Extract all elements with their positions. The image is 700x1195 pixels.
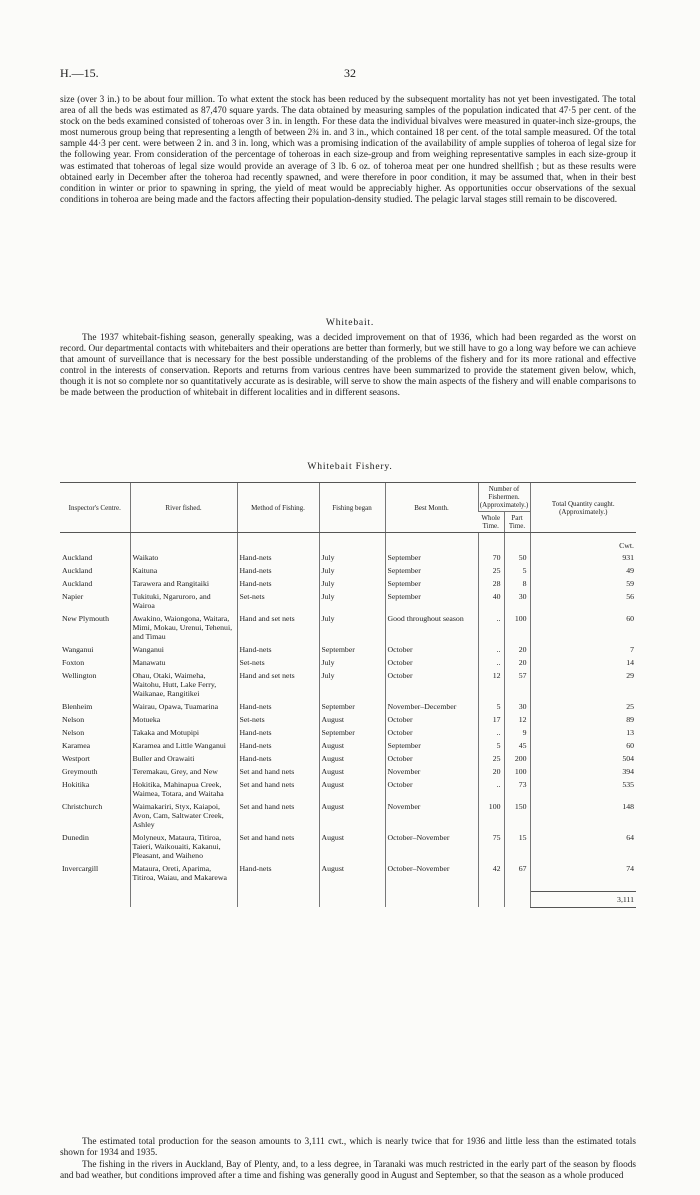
cell-quantity: 60 — [530, 739, 636, 752]
cell-method: Hand-nets — [237, 739, 319, 752]
cell-river: Tukituki, Ngaruroro, and Wairoa — [130, 590, 237, 612]
cell-whole-time: .. — [478, 612, 504, 643]
cell-river: Teremakau, Grey, and New — [130, 765, 237, 778]
header-method: Method of Fishing. — [237, 483, 319, 533]
cell-part-time: 200 — [504, 752, 530, 765]
page-number: 32 — [344, 66, 356, 80]
cell-river: Buller and Orawaiti — [130, 752, 237, 765]
cell-river: Mataura, Oreti, Aparima, Titiroa, Waiau, and Makarewa — [130, 862, 237, 884]
table-row — [60, 800, 636, 831]
cell-best-month: October–November — [385, 862, 478, 884]
cell-began: August — [319, 713, 385, 726]
cell-best-month: October — [385, 726, 478, 739]
cell-whole-time: 17 — [478, 713, 504, 726]
table-row — [60, 713, 636, 726]
cell-method: Hand and set nets — [237, 669, 319, 700]
cell-began: July — [319, 590, 385, 612]
cell-best-month: October — [385, 643, 478, 656]
cell-best-month: September — [385, 590, 478, 612]
cell-quantity: 25 — [530, 700, 636, 713]
document-reference: H.—15. — [60, 66, 99, 80]
cell-whole-time: 25 — [478, 752, 504, 765]
cell-best-month: September — [385, 739, 478, 752]
cell-began: August — [319, 765, 385, 778]
cell-began: August — [319, 800, 385, 831]
table-row — [60, 590, 636, 612]
cell-best-month: October — [385, 713, 478, 726]
cell-whole-time: 40 — [478, 590, 504, 612]
cell-began: August — [319, 831, 385, 862]
table-title: Whitebait Fishery. — [307, 461, 393, 472]
cell-quantity: 64 — [530, 831, 636, 862]
cell-best-month: October–November — [385, 831, 478, 862]
cell-began: September — [319, 700, 385, 713]
cell-whole-time: .. — [478, 778, 504, 800]
cell-river: Awakino, Waiongona, Waitara, Mimi, Mokau, Urenui, Tehenui, and Timau — [130, 612, 237, 643]
cell-began: July — [319, 656, 385, 669]
cell-quantity: 931 — [530, 551, 636, 564]
cell-whole-time: 70 — [478, 551, 504, 564]
cell-river: Tarawera and Rangitaiki — [130, 577, 237, 590]
cell-centre: Westport — [62, 754, 90, 763]
cell-best-month: November — [385, 765, 478, 778]
header-best-month: Best Month. — [385, 483, 478, 533]
cell-quantity: 14 — [530, 656, 636, 669]
cell-centre: Hokitika — [62, 780, 90, 789]
cell-method: Hand-nets — [237, 564, 319, 577]
cell-whole-time: .. — [478, 643, 504, 656]
cell-quantity: 504 — [530, 752, 636, 765]
cell-river: Molyneux, Mataura, Titiroa, Taieri, Waikouaiti, Kakanui, Pleasant, and Waiheno — [130, 831, 237, 862]
cell-quantity: 56 — [530, 590, 636, 612]
cell-began: August — [319, 862, 385, 884]
table-row — [60, 700, 636, 713]
cell-best-month: November–December — [385, 700, 478, 713]
cell-part-time: 15 — [504, 831, 530, 862]
header-fishermen: Number of Fishermen. (Approximately.) — [478, 483, 530, 512]
table-row — [60, 577, 636, 590]
total-quantity: 3,111 — [530, 891, 636, 907]
table-row — [60, 765, 636, 778]
cell-best-month: October — [385, 656, 478, 669]
cell-part-time: 67 — [504, 862, 530, 884]
cell-centre: Foxton — [62, 658, 85, 667]
cell-method: Set-nets — [237, 713, 319, 726]
cell-whole-time: 12 — [478, 669, 504, 700]
cell-best-month: September — [385, 551, 478, 564]
cell-quantity: 148 — [530, 800, 636, 831]
header-centre: Inspector's Centre. — [60, 483, 130, 533]
table-row — [60, 862, 636, 884]
cell-part-time: 50 — [504, 551, 530, 564]
table-row — [60, 669, 636, 700]
cell-whole-time: 100 — [478, 800, 504, 831]
header-fishing-began: Fishing began — [319, 483, 385, 533]
cell-method: Set and hand nets — [237, 765, 319, 778]
cell-centre: Dunedin — [62, 833, 89, 842]
cell-best-month: November — [385, 800, 478, 831]
cell-centre: Nelson — [62, 728, 85, 737]
cell-part-time: 20 — [504, 656, 530, 669]
header-whole-time: Whole Time. — [478, 512, 504, 533]
cell-river: Karamea and Little Wanganui — [130, 739, 237, 752]
cell-centre: Wanganui — [62, 645, 94, 654]
cell-quantity: 74 — [530, 862, 636, 884]
header-part-time: Part Time. — [504, 512, 530, 533]
whitebait-paragraph: The 1937 whitebait-fishing season, generally speaking, was a decided improvement on that of 1936, which had been regarded as the worst on record. Our departmental contacts with whitebaiters and their operations are better than formerly, but we still have to go a long way before we can achieve that amount of surveillance that is necessary for the best possible understanding of the problems of the fishery and for its more rational and effective control in the interests of conservation. Reports and returns from various centres have been summarized to provide the statement given below, which, though it is not so complete nor so quantitatively accurate as is desirable, will serve to show the main aspects of the fishery and will enable comparisons to be made between the production of whitebait in different localities and in different seasons. — [60, 333, 636, 399]
cell-whole-time: 28 — [478, 577, 504, 590]
cell-part-time: 30 — [504, 700, 530, 713]
cell-began: July — [319, 551, 385, 564]
intro-paragraph: size (over 3 in.) to be about four million. To what extent the stock has been reduced by the subsequent mortality has not yet been investigated. The total area of all the beds was estimated as 87,470 square yards. The data obtained by measuring samples of the population indicated that 47·5 per cent. of the stock on the beds examined consisted of toheroas over 3 in. in length. For these data the individual bivalves were measured in quater-inch size-groups, the most numerous group being that representing a length of between 2¾ in. and 3 in., which contained 18 per cent. of the total sample measured. Of the total sample 44·3 per cent. were between 2 in. and 3 in. long, which was a promising indication of the availability of ample supplies of toheroa of legal size for the following year. From consideration of the percentage of toheroas in each size-group and from weighing representative samples in each size-group it was estimated that toheroas of legal size would provide an average of 3 lb. 6 oz. of toheroa meat per one hundred shellfish ; but as these results were obtained early in December after the toheroa had recently spawned, and were therefore in poor condition, it may be assumed that, when in their best condition in winter or prior to spawning in spring, the yield of meat would be appreciably higher. As opportunities occur observations of the sexual conditions in toheroa are being made and the factors affecting their population-density studied. The pelagic larval stages still remain to be discovered. — [60, 95, 636, 205]
header-river: River fished. — [130, 483, 237, 533]
closing-paragraph-1: The estimated total production for the season amounts to 3,111 cwt., which is nearly twice that for 1936 and little less than the estimated totals shown for 1934 and 1935. — [60, 1137, 636, 1159]
cell-centre: Karamea — [62, 741, 91, 750]
cell-began: July — [319, 577, 385, 590]
cell-river: Wanganui — [130, 643, 237, 656]
cell-method: Hand-nets — [237, 551, 319, 564]
cell-whole-time: 5 — [478, 700, 504, 713]
cell-centre: Blenheim — [62, 702, 93, 711]
cell-began: August — [319, 739, 385, 752]
cell-part-time: 9 — [504, 726, 530, 739]
cell-centre: Napier — [62, 592, 84, 601]
cell-centre: Auckland — [62, 553, 93, 562]
cell-quantity: 60 — [530, 612, 636, 643]
cell-whole-time: 20 — [478, 765, 504, 778]
cell-centre: New Plymouth — [62, 614, 109, 623]
cell-part-time: 150 — [504, 800, 530, 831]
cell-began: July — [319, 564, 385, 577]
cell-best-month: September — [385, 577, 478, 590]
cell-method: Hand-nets — [237, 700, 319, 713]
cell-best-month: October — [385, 669, 478, 700]
cell-began: August — [319, 778, 385, 800]
cell-river: Waimakariri, Styx, Kaiapoi, Avon, Cam, Saltwater Creek, Ashley — [130, 800, 237, 831]
cell-method: Hand-nets — [237, 862, 319, 884]
closing-paragraph-2: The fishing in the rivers in Auckland, Bay of Plenty, and, to a less degree, in Taranaki was much restricted in the early part of the season by floods and bad weather, but conditions improved after a time and fishing was generally good in August and September, so that the season as a whole produced — [60, 1160, 636, 1182]
cell-method: Hand-nets — [237, 577, 319, 590]
cell-river: Manawatu — [130, 656, 237, 669]
cell-method: Hand-nets — [237, 726, 319, 739]
page-header — [60, 66, 640, 80]
cell-quantity: 59 — [530, 577, 636, 590]
cell-part-time: 30 — [504, 590, 530, 612]
cell-part-time: 73 — [504, 778, 530, 800]
table-row — [60, 643, 636, 656]
cell-best-month: October — [385, 752, 478, 765]
cell-river: Kaituna — [130, 564, 237, 577]
cell-river: Wairau, Opawa, Tuamarina — [130, 700, 237, 713]
table-row — [60, 564, 636, 577]
cell-river: Ohau, Otaki, Waimeha, Waitohu, Hutt, Lake Ferry, Waikanae, Rangitikei — [130, 669, 237, 700]
cell-part-time: 12 — [504, 713, 530, 726]
cell-centre: Nelson — [62, 715, 85, 724]
cell-best-month: Good throughout season — [385, 612, 478, 643]
table-row — [60, 739, 636, 752]
unit-label: Cwt. — [530, 533, 636, 552]
cell-part-time: 100 — [504, 612, 530, 643]
cell-began: August — [319, 752, 385, 765]
cell-method: Hand-nets — [237, 752, 319, 765]
cell-river: Takaka and Motupipi — [130, 726, 237, 739]
cell-method: Hand-nets — [237, 643, 319, 656]
cell-began: July — [319, 612, 385, 643]
cell-quantity: 49 — [530, 564, 636, 577]
table-row — [60, 778, 636, 800]
cell-part-time: 100 — [504, 765, 530, 778]
table-row — [60, 752, 636, 765]
cell-centre: Christchurch — [62, 802, 103, 811]
cell-part-time: 45 — [504, 739, 530, 752]
cell-centre: Wellington — [62, 671, 97, 680]
cell-centre: Auckland — [62, 579, 93, 588]
cell-began: July — [319, 669, 385, 700]
cell-method: Set-nets — [237, 590, 319, 612]
cell-whole-time: 5 — [478, 739, 504, 752]
cell-quantity: 394 — [530, 765, 636, 778]
cell-best-month: September — [385, 564, 478, 577]
cell-best-month: October — [385, 778, 478, 800]
cell-centre: Greymouth — [62, 767, 98, 776]
cell-part-time: 8 — [504, 577, 530, 590]
table-row — [60, 551, 636, 564]
whitebait-fishery-table — [60, 482, 636, 908]
cell-quantity: 29 — [530, 669, 636, 700]
cell-began: September — [319, 726, 385, 739]
cell-quantity: 535 — [530, 778, 636, 800]
cell-part-time: 57 — [504, 669, 530, 700]
cell-whole-time: 42 — [478, 862, 504, 884]
cell-method: Set and hand nets — [237, 800, 319, 831]
table-row — [60, 726, 636, 739]
cell-whole-time: .. — [478, 726, 504, 739]
cell-quantity: 89 — [530, 713, 636, 726]
cell-began: September — [319, 643, 385, 656]
cell-method: Hand and set nets — [237, 612, 319, 643]
cell-part-time: 5 — [504, 564, 530, 577]
cell-method: Set-nets — [237, 656, 319, 669]
table-body — [60, 533, 636, 885]
table-row — [60, 831, 636, 862]
cell-centre: Invercargill — [62, 864, 99, 873]
header-quantity: Total Quantity caught. (Approximately.) — [530, 483, 636, 533]
cell-method: Set and hand nets — [237, 831, 319, 862]
cell-part-time: 20 — [504, 643, 530, 656]
cell-whole-time: 25 — [478, 564, 504, 577]
cell-quantity: 13 — [530, 726, 636, 739]
cell-quantity: 7 — [530, 643, 636, 656]
table-row — [60, 656, 636, 669]
cell-river: Motueka — [130, 713, 237, 726]
cell-method: Set and hand nets — [237, 778, 319, 800]
cell-river: Hokitika, Mahinapua Creek, Waimea, Totara, and Waitaha — [130, 778, 237, 800]
section-title: Whitebait. — [325, 317, 375, 328]
table-row — [60, 612, 636, 643]
cell-centre: Auckland — [62, 566, 93, 575]
cell-whole-time: 75 — [478, 831, 504, 862]
cell-whole-time: .. — [478, 656, 504, 669]
cell-river: Waikato — [130, 551, 237, 564]
